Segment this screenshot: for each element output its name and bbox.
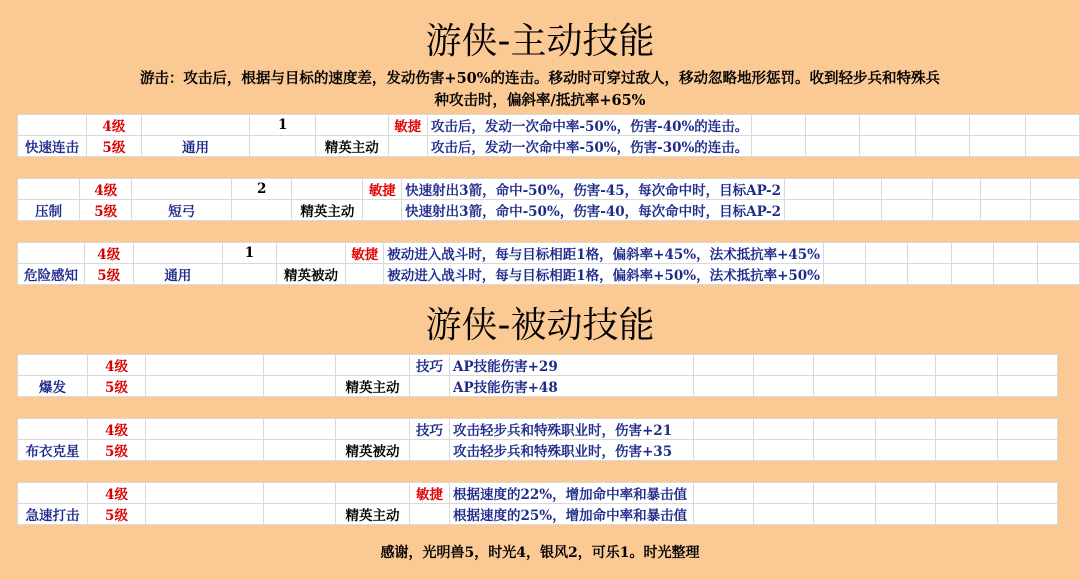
empty-cell [936, 440, 998, 461]
skill-level-row [18, 504, 1058, 525]
active-skill-table-0 [17, 114, 1080, 157]
empty-cell [694, 483, 754, 504]
skill-level-row [18, 483, 1058, 504]
skill-level: 5级 [86, 136, 141, 157]
empty-cell [951, 264, 993, 285]
skill-effect: 被动进入战斗时，每与目标相距1格，偏斜率+50%，法术抵抗率+50% [384, 264, 824, 285]
empty-cell [876, 376, 936, 397]
skill-level-row [18, 355, 1058, 376]
skill-name [18, 179, 80, 200]
skill-attribute: 技巧 [410, 355, 450, 376]
empty-cell [814, 504, 876, 525]
empty-cell [970, 115, 1026, 136]
empty-cell [694, 376, 754, 397]
skill-weapon [146, 419, 264, 440]
passive-skill-table-0 [17, 354, 1058, 397]
skill-weapon: 短弓 [132, 200, 232, 221]
skill-type: 精英主动 [336, 504, 410, 525]
empty-cell [752, 136, 806, 157]
empty-cell [981, 200, 1031, 221]
skill-level-row [18, 136, 1080, 157]
skill-level-row [18, 115, 1080, 136]
empty-cell [936, 504, 998, 525]
passive-skills-title: 游侠-被动技能 [425, 305, 655, 346]
skill-type [336, 355, 410, 376]
skill-cooldown [264, 376, 336, 397]
credits-line: 感谢，光明兽5，时光4，银风2，可乐1。时光整理 [380, 545, 700, 561]
empty-cell [908, 243, 952, 264]
skill-effect: 根据速度的22%，增加命中率和暴击值 [450, 483, 694, 504]
skill-attribute [410, 504, 450, 525]
active-skills-title: 游侠-主动技能 [425, 21, 655, 62]
empty-cell [994, 243, 1038, 264]
empty-cell [998, 504, 1058, 525]
empty-cell [824, 243, 866, 264]
skill-type: 精英主动 [336, 376, 410, 397]
skill-attribute [410, 376, 450, 397]
empty-cell [908, 264, 952, 285]
skill-type [316, 115, 389, 136]
skill-name: 压制 [18, 200, 80, 221]
empty-cell [970, 136, 1026, 157]
skill-level-row [18, 440, 1058, 461]
skill-effect: 攻击后，发动一次命中率-50%，伤害-30%的连击。 [427, 136, 751, 157]
skill-cooldown: 2 [232, 179, 292, 200]
empty-cell [998, 440, 1058, 461]
skill-name: 布衣克星 [18, 440, 88, 461]
skill-level: 4级 [88, 483, 146, 504]
passive-skill-table-1 [17, 418, 1058, 461]
skill-weapon [132, 179, 232, 200]
skill-weapon [146, 483, 264, 504]
skill-level: 5级 [88, 376, 146, 397]
skill-level-row [18, 419, 1058, 440]
skill-attribute [346, 264, 384, 285]
skill-level: 4级 [84, 243, 133, 264]
empty-cell [833, 179, 882, 200]
empty-cell [1031, 179, 1080, 200]
empty-cell [814, 419, 876, 440]
skill-effect: AP技能伤害+48 [450, 376, 694, 397]
empty-cell [936, 483, 998, 504]
empty-cell [785, 179, 834, 200]
skill-effect: 攻击后，发动一次命中率-50%，伤害-40%的连击。 [427, 115, 751, 136]
skill-type: 精英主动 [316, 136, 389, 157]
empty-cell [936, 355, 998, 376]
skill-type: 精英主动 [292, 200, 363, 221]
empty-cell [998, 483, 1058, 504]
empty-cell [882, 200, 932, 221]
empty-cell [1037, 243, 1079, 264]
empty-cell [866, 243, 908, 264]
empty-cell [1025, 136, 1079, 157]
skill-effect: 攻击轻步兵和特殊职业时，伤害+21 [450, 419, 694, 440]
empty-cell [754, 419, 814, 440]
skill-level: 5级 [88, 440, 146, 461]
empty-cell [860, 136, 916, 157]
empty-cell [1031, 200, 1080, 221]
skill-weapon: 通用 [141, 136, 250, 157]
skill-attribute [363, 200, 402, 221]
skill-effect: 快速射出3箭，命中-50%，伤害-40，每次命中时，目标AP-2 [402, 200, 785, 221]
empty-cell [951, 243, 993, 264]
skill-name [18, 355, 88, 376]
empty-cell [876, 419, 936, 440]
skill-attribute: 敏捷 [363, 179, 402, 200]
skill-type: 精英被动 [336, 440, 410, 461]
skill-effect: 快速射出3箭，命中-50%，伤害-45，每次命中时，目标AP-2 [402, 179, 785, 200]
skill-name: 爆发 [18, 376, 88, 397]
empty-cell [998, 419, 1058, 440]
empty-cell [806, 136, 860, 157]
empty-cell [866, 264, 908, 285]
empty-cell [806, 115, 860, 136]
empty-cell [694, 419, 754, 440]
skill-type [336, 483, 410, 504]
skill-cooldown [232, 200, 292, 221]
skill-weapon [146, 504, 264, 525]
empty-cell [814, 355, 876, 376]
empty-cell [754, 355, 814, 376]
empty-cell [932, 179, 981, 200]
empty-cell [694, 355, 754, 376]
empty-cell [833, 200, 882, 221]
skill-level-row [18, 264, 1080, 285]
empty-cell [785, 200, 834, 221]
empty-cell [1037, 264, 1079, 285]
skill-type [276, 243, 346, 264]
skill-cooldown [264, 419, 336, 440]
skill-name: 快速连击 [18, 136, 87, 157]
skill-level: 4级 [88, 355, 146, 376]
empty-cell [876, 483, 936, 504]
active-skill-table-2 [17, 242, 1080, 285]
skill-type: 精英被动 [276, 264, 346, 285]
skill-name [18, 483, 88, 504]
skill-effect: AP技能伤害+29 [450, 355, 694, 376]
empty-cell [876, 504, 936, 525]
skill-attribute: 敏捷 [410, 483, 450, 504]
empty-cell [754, 483, 814, 504]
empty-cell [998, 355, 1058, 376]
skill-attribute [388, 136, 427, 157]
skill-weapon: 通用 [133, 264, 223, 285]
skill-cooldown: 1 [223, 243, 276, 264]
guerrilla-description [20, 68, 1060, 112]
skill-effect: 根据速度的25%，增加命中率和暴击值 [450, 504, 694, 525]
skill-cooldown [223, 264, 276, 285]
empty-cell [814, 440, 876, 461]
empty-cell [936, 376, 998, 397]
empty-cell [754, 440, 814, 461]
skill-weapon [146, 355, 264, 376]
skill-cooldown: 1 [250, 115, 316, 136]
skill-attribute: 敏捷 [346, 243, 384, 264]
skill-name: 危险感知 [18, 264, 85, 285]
skill-level-row [18, 200, 1080, 221]
empty-cell [981, 179, 1031, 200]
skill-weapon [146, 440, 264, 461]
passive-skill-table-2 [17, 482, 1058, 525]
empty-cell [860, 115, 916, 136]
skill-level: 5级 [80, 200, 132, 221]
active-skill-table-1 [17, 178, 1080, 221]
empty-cell [1025, 115, 1079, 136]
skill-level-row [18, 376, 1058, 397]
skill-type [336, 419, 410, 440]
skill-cooldown [264, 504, 336, 525]
skill-effect: 攻击轻步兵和特殊职业时，伤害+35 [450, 440, 694, 461]
empty-cell [754, 504, 814, 525]
skill-level: 4级 [80, 179, 132, 200]
skill-level: 5级 [84, 264, 133, 285]
skill-weapon [146, 376, 264, 397]
skill-attribute: 技巧 [410, 419, 450, 440]
skill-name [18, 115, 87, 136]
skill-name [18, 419, 88, 440]
skill-level-row [18, 243, 1080, 264]
empty-cell [814, 376, 876, 397]
empty-cell [876, 440, 936, 461]
skill-cooldown [250, 136, 316, 157]
skill-cooldown [264, 355, 336, 376]
description-line-1: 游击：攻击后，根据与目标的速度差，发动伤害+50%的连击。移动时可穿过敌人，移动忽略地形惩罚。收到轻步兵和特殊兵 [139, 70, 941, 87]
skill-cooldown [264, 440, 336, 461]
empty-cell [752, 115, 806, 136]
empty-cell [932, 200, 981, 221]
empty-cell [916, 115, 970, 136]
skill-name [18, 243, 85, 264]
empty-cell [994, 264, 1038, 285]
skill-level-row [18, 179, 1080, 200]
skill-attribute [410, 440, 450, 461]
skill-cooldown [264, 483, 336, 504]
skill-effect: 被动进入战斗时，每与目标相距1格，偏斜率+45%，法术抵抗率+45% [384, 243, 824, 264]
empty-cell [916, 136, 970, 157]
empty-cell [694, 504, 754, 525]
skill-level: 4级 [88, 419, 146, 440]
empty-cell [824, 264, 866, 285]
empty-cell [882, 179, 932, 200]
skill-name: 急速打击 [18, 504, 88, 525]
skill-type [292, 179, 363, 200]
skill-attribute: 敏捷 [388, 115, 427, 136]
skill-weapon [141, 115, 250, 136]
skill-weapon [133, 243, 223, 264]
empty-cell [936, 419, 998, 440]
skill-level: 4级 [86, 115, 141, 136]
empty-cell [998, 376, 1058, 397]
skill-level: 5级 [88, 504, 146, 525]
empty-cell [694, 440, 754, 461]
description-line-2: 种攻击时，偏斜率/抵抗率+65% [434, 92, 646, 109]
empty-cell [754, 376, 814, 397]
empty-cell [814, 483, 876, 504]
empty-cell [876, 355, 936, 376]
